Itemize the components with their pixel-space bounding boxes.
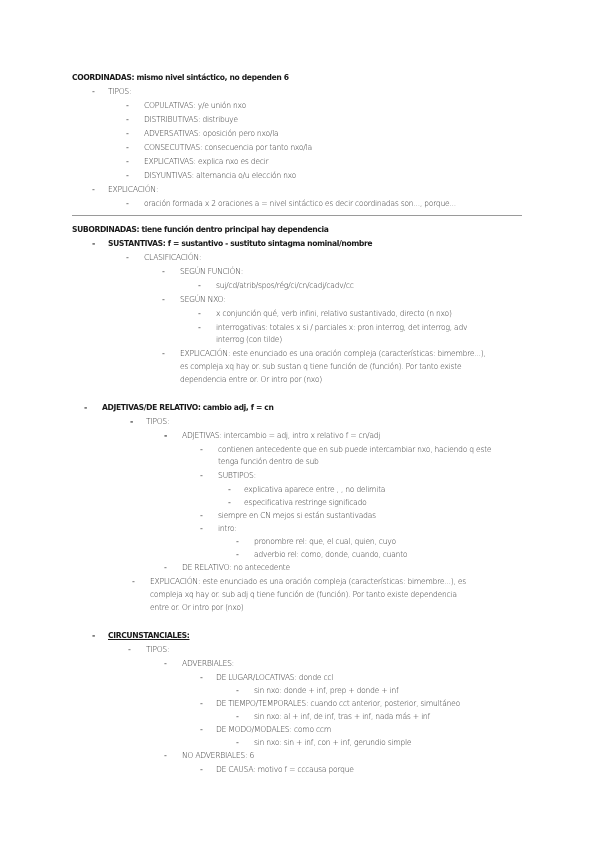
list-bullet: -: [126, 199, 129, 208]
adj-explicacion-line: EXPLICACIÓN: este enunciado es una oración compleja (características: bimembre...), es: [150, 577, 466, 586]
list-bullet: -: [126, 157, 129, 166]
sust-segun-nxo-label: SEGÚN NXO:: [180, 295, 226, 304]
list-bullet: -: [200, 699, 203, 708]
adj-intro-item: adverbio rel: como, donde, cuando, cuanto: [254, 550, 408, 559]
adj-explicacion-line: compleja xq hay or. sub adj q tiene función de (función). Por tanto existe dependencia: [150, 590, 457, 599]
circ-modo-nxo: sin nxo: sin + inf, con + inf, gerundio simple: [254, 738, 412, 747]
list-bullet: -: [164, 563, 167, 572]
list-bullet: -: [198, 309, 201, 318]
list-bullet: -: [126, 253, 129, 262]
coord-item: DISTRIBUTIVAS: distribuye: [144, 115, 238, 124]
circ-tipos-label: TIPOS:: [146, 645, 170, 654]
circ-tiempo-nxo: sin nxo: al + inf, de inf, tras + inf, nada más + inf: [254, 712, 430, 721]
list-bullet: -: [200, 511, 203, 520]
list-bullet: -: [200, 471, 203, 480]
list-bullet: -: [126, 101, 129, 110]
list-bullet: -: [198, 281, 201, 290]
list-bullet: -: [236, 686, 239, 695]
adj-subtipo-item: especificativa restringe significado: [244, 498, 367, 507]
coord-explicacion-label: EXPLICACIÓN:: [108, 185, 159, 194]
adj-subtipos-label: SUBTIPOS:: [218, 471, 256, 480]
subordinadas-heading: SUBORDINADAS: tiene función dentro principal hay dependencia: [72, 225, 329, 234]
adj-subtipo-item: explicativa aparece entre , , no delimita: [244, 485, 386, 494]
list-bullet: -: [126, 171, 129, 180]
adj-cn-text: siempre en CN mejos si están sustantivadas: [218, 511, 376, 520]
list-bullet: -: [162, 267, 165, 276]
list-bullet: -: [198, 323, 201, 332]
list-bullet: -: [126, 115, 129, 124]
circ-lugar-nxo: sin nxo: donde + inf, prep + donde + inf: [254, 686, 399, 695]
adj-intro-item: pronombre rel: que, el cual, quien, cuyo: [254, 537, 396, 546]
list-bullet: -: [84, 403, 88, 412]
list-bullet: -: [200, 673, 203, 682]
sust-segun-funcion-label: SEGÚN FUNCIÓN:: [180, 267, 244, 276]
coord-item: ADVERSATIVAS: oposición pero nxo/la: [144, 129, 279, 138]
list-bullet: -: [164, 751, 167, 760]
list-bullet: -: [92, 87, 95, 96]
circ-modo-label: DE MODO/MODALES: como ccm: [216, 725, 332, 734]
list-bullet: -: [164, 431, 168, 440]
list-bullet: -: [126, 129, 129, 138]
coordinadas-heading: COORDINADAS: mismo nivel sintáctico, no dependen 6: [72, 73, 289, 82]
list-bullet: -: [200, 725, 203, 734]
list-bullet: -: [228, 485, 231, 494]
list-bullet: -: [128, 645, 131, 654]
list-bullet: -: [200, 765, 203, 774]
adj-intro-label: intro:: [218, 524, 237, 533]
section-divider: [72, 215, 522, 216]
sust-nxo-item: interrogativas: totales x si / parciales x: pron interrog, det interrog, adv: [216, 323, 468, 332]
list-bullet: -: [92, 631, 96, 640]
coord-item: EXPLICATIVAS: explica nxo es decir: [144, 157, 269, 166]
list-bullet: -: [164, 659, 167, 668]
circ-no-adverbiales-label: NO ADVERBIALES: 6: [182, 751, 255, 760]
list-bullet: -: [162, 295, 165, 304]
list-bullet: -: [236, 537, 239, 546]
list-bullet: -: [130, 417, 134, 426]
coord-item: DISYUNTIVAS: alternancia o/u elección nxo: [144, 171, 297, 180]
circ-adverbiales-label: ADVERBIALES:: [182, 659, 234, 668]
adjetivas-heading: ADJETIVAS/DE RELATIVO: cambio adj, f = cn: [102, 403, 274, 412]
sust-clasificacion-label: CLASIFICACIÓN:: [144, 253, 202, 262]
sust-nxo-item: x conjunción qué, verb infini, relativo sustantivado, directo (n nxo): [216, 309, 452, 318]
circunstanciales-heading: CIRCUNSTANCIALES:: [108, 631, 190, 640]
sustantivas-heading: SUSTANTIVAS: f = sustantivo - sustituto sintagma nominal/nombre: [108, 239, 373, 248]
list-bullet: -: [92, 185, 95, 194]
list-bullet: -: [236, 712, 239, 721]
circ-causa-label: DE CAUSA: motivo f = cccausa porque: [216, 765, 354, 774]
coord-explicacion-text: oración formada x 2 oraciones a = nivel sintáctico es decir coordinadas son..., porque...: [144, 199, 456, 208]
circ-tiempo-label: DE TIEMPO/TEMPORALES: cuando cct anterior, posterior, simultáneo: [216, 699, 460, 708]
list-bullet: -: [200, 524, 203, 533]
coord-item: CONSECUTIVAS: consecuencia por tanto nxo/la: [144, 143, 312, 152]
list-bullet: -: [236, 550, 239, 559]
sust-explicacion-line: dependencia entre or. Or intro por (nxo): [180, 375, 322, 384]
coord-item: COPULATIVAS: y/e unión nxo: [144, 101, 246, 110]
adj-de-relativo-label: DE RELATIVO: no antecedente: [182, 563, 290, 572]
sust-explicacion-line: EXPLICACIÓN: este enunciado es una oración compleja (características: bimembre...),: [180, 349, 486, 358]
adj-tipos-label: TIPOS:: [146, 417, 170, 426]
list-bullet: -: [92, 239, 96, 248]
sust-explicacion-line: es compleja xq hay or. sub sustan q tiene función de (función). Por tanto existe: [180, 362, 462, 371]
list-bullet: -: [200, 445, 203, 454]
list-bullet: -: [228, 498, 231, 507]
circ-lugar-label: DE LUGAR/LOCATIVAS: donde ccl: [216, 673, 334, 682]
sust-funciones-text: suj/cd/atrib/spos/rég/ci/cn/cadj/cadv/cc: [216, 281, 354, 290]
adj-explicacion-line: entre or. Or intro por (nxo): [150, 603, 244, 612]
list-bullet: -: [162, 349, 165, 358]
coord-tipos-label: TIPOS:: [108, 87, 132, 96]
list-bullet: -: [236, 738, 239, 747]
adj-antecedente-line: tenga función dentro de sub: [218, 457, 319, 466]
list-bullet: -: [132, 577, 135, 586]
adj-antecedente-line: contienen antecedente que en sub puede intercambiar nxo, haciendo q este: [218, 445, 492, 454]
list-bullet: -: [126, 143, 129, 152]
sust-nxo-item-continued: interrog (con tilde): [216, 335, 282, 344]
adj-adjetivas-label: ADJETIVAS: intercambio = adj, intro x relativo f = cn/adj: [182, 431, 381, 440]
